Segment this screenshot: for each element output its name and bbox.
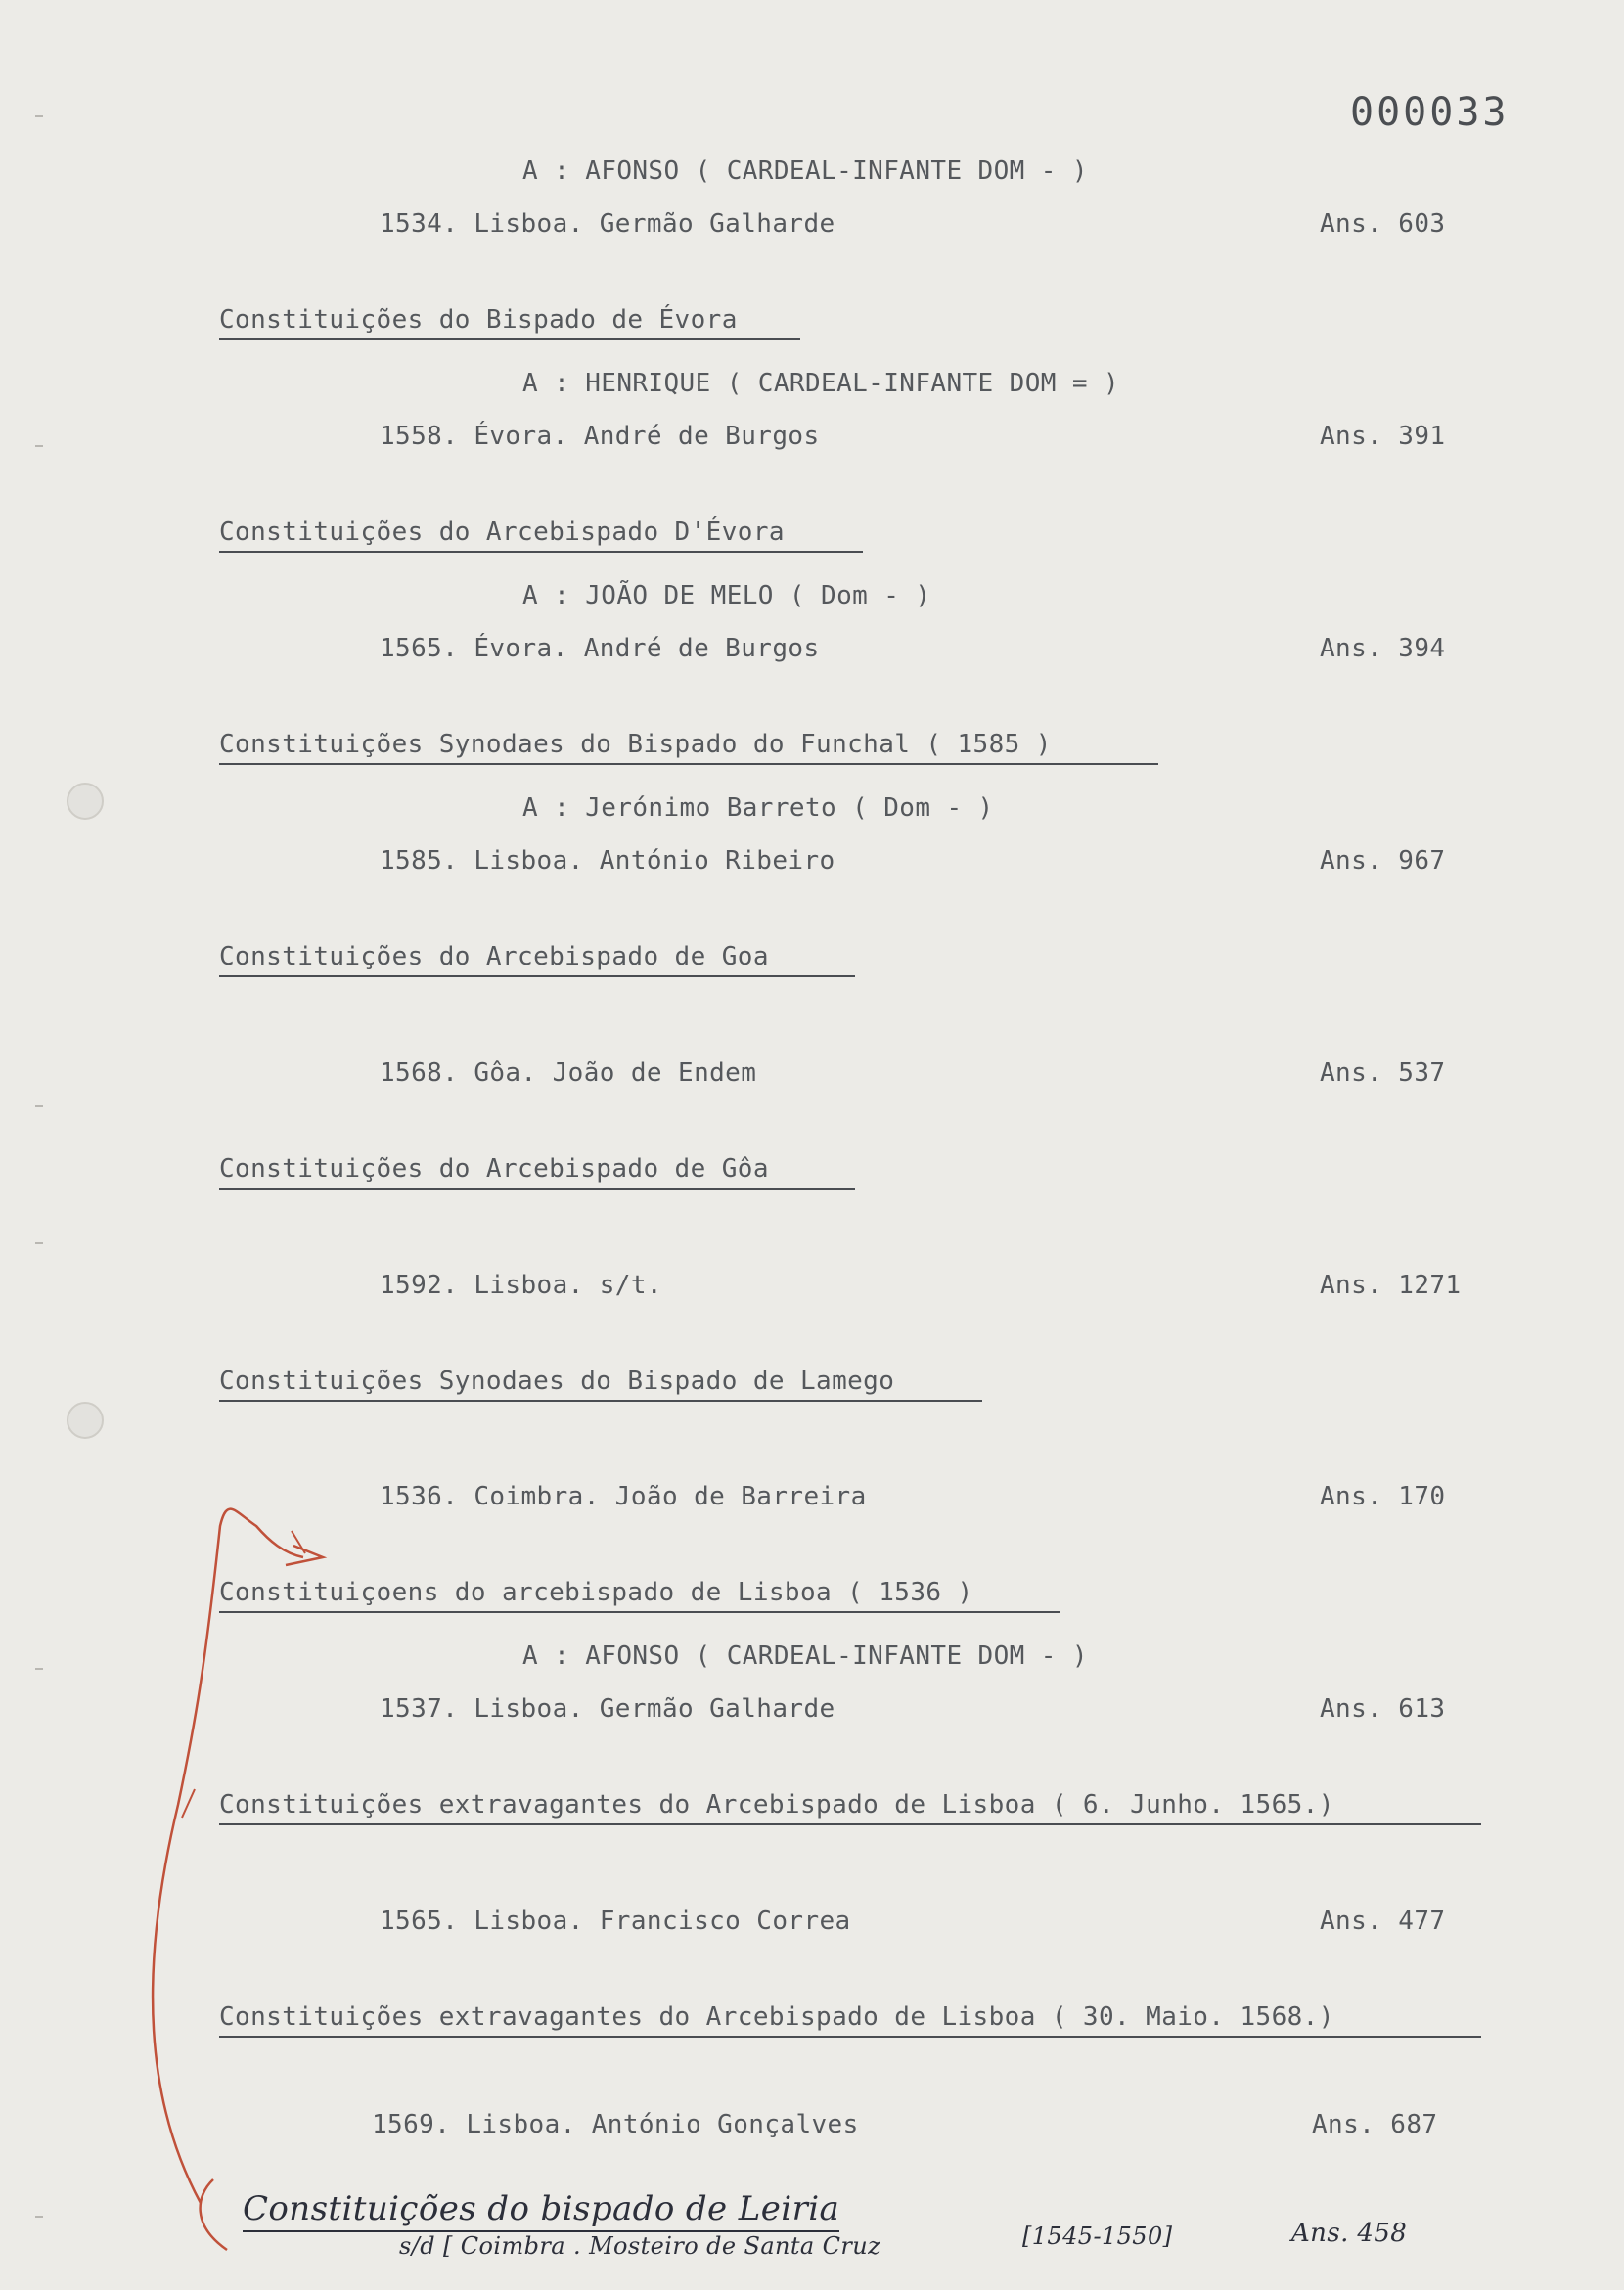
entry-title: Constituições Synodaes do Bispado de Lamego [219, 1367, 982, 1402]
entry-imprint: 1569. Lisboa. António Gonçalves [372, 2110, 859, 2139]
entry-title: Constituições do Bispado de Évora [219, 305, 800, 340]
entry-imprint: 1565. Lisboa. Francisco Correa [380, 1907, 851, 1936]
entry-reference: Ans. 687 [1312, 2110, 1438, 2139]
entry-title: Constituições extravagantes do Arcebispado de Lisboa ( 30. Maio. 1568.) [219, 2002, 1481, 2038]
entry-reference: Ans. 613 [1320, 1694, 1446, 1724]
entry-reference: Ans. 1271 [1320, 1271, 1462, 1300]
entry-reference: Ans. 603 [1320, 209, 1446, 239]
entry-imprint: 1565. Évora. André de Burgos [380, 634, 820, 663]
handwritten-reference: Ans. 458 [1291, 2219, 1408, 2248]
entry-author: A : Jerónimo Barreto ( Dom - ) [522, 793, 994, 823]
entry-title: Constituições extravagantes do Arcebispado de Lisboa ( 6. Junho. 1565.) [219, 1790, 1481, 1825]
page-number: 000033 [1350, 90, 1510, 135]
entry-imprint: 1536. Coimbra. João de Barreira [380, 1482, 867, 1511]
entry-title: Constituições do Arcebispado de Gôa [219, 1154, 855, 1190]
entry-reference: Ans. 391 [1320, 422, 1446, 451]
entry-author: A : AFONSO ( CARDEAL-INFANTE DOM - ) [522, 157, 1088, 186]
handwritten-imprint: s/d [ Coimbra . Mosteiro de Santa Cruz [399, 2232, 881, 2260]
handwritten-date: [1545-1550] [1022, 2223, 1173, 2250]
entry-imprint: 1592. Lisboa. s/t. [380, 1271, 662, 1300]
entry-imprint: 1537. Lisboa. Germão Galharde [380, 1694, 835, 1724]
entry-title: Constituiçoens do arcebispado de Lisboa ( 1536 ) [219, 1578, 1060, 1613]
entry-reference: Ans. 394 [1320, 634, 1446, 663]
entry-imprint: 1568. Gôa. João de Endem [380, 1058, 757, 1088]
entry-reference: Ans. 477 [1320, 1907, 1446, 1936]
entry-title: Constituições Synodaes do Bispado do Funchal ( 1585 ) [219, 730, 1158, 765]
entry-imprint: 1558. Évora. André de Burgos [380, 422, 820, 451]
entry-imprint: 1585. Lisboa. António Ribeiro [380, 846, 835, 876]
entry-author: A : JOÃO DE MELO ( Dom - ) [522, 581, 931, 610]
entry-author: A : AFONSO ( CARDEAL-INFANTE DOM - ) [522, 1641, 1088, 1671]
entry-author: A : HENRIQUE ( CARDEAL-INFANTE DOM = ) [522, 369, 1120, 398]
entry-reference: Ans. 967 [1320, 846, 1446, 876]
entry-reference: Ans. 170 [1320, 1482, 1446, 1511]
entry-imprint: 1534. Lisboa. Germão Galharde [380, 209, 835, 239]
entry-title: Constituições do Arcebispado D'Évora [219, 517, 863, 553]
handwritten-title: Constituições do bispado de Leiria [243, 2189, 839, 2232]
entry-reference: Ans. 537 [1320, 1058, 1446, 1088]
entry-title: Constituições do Arcebispado de Goa [219, 942, 855, 977]
